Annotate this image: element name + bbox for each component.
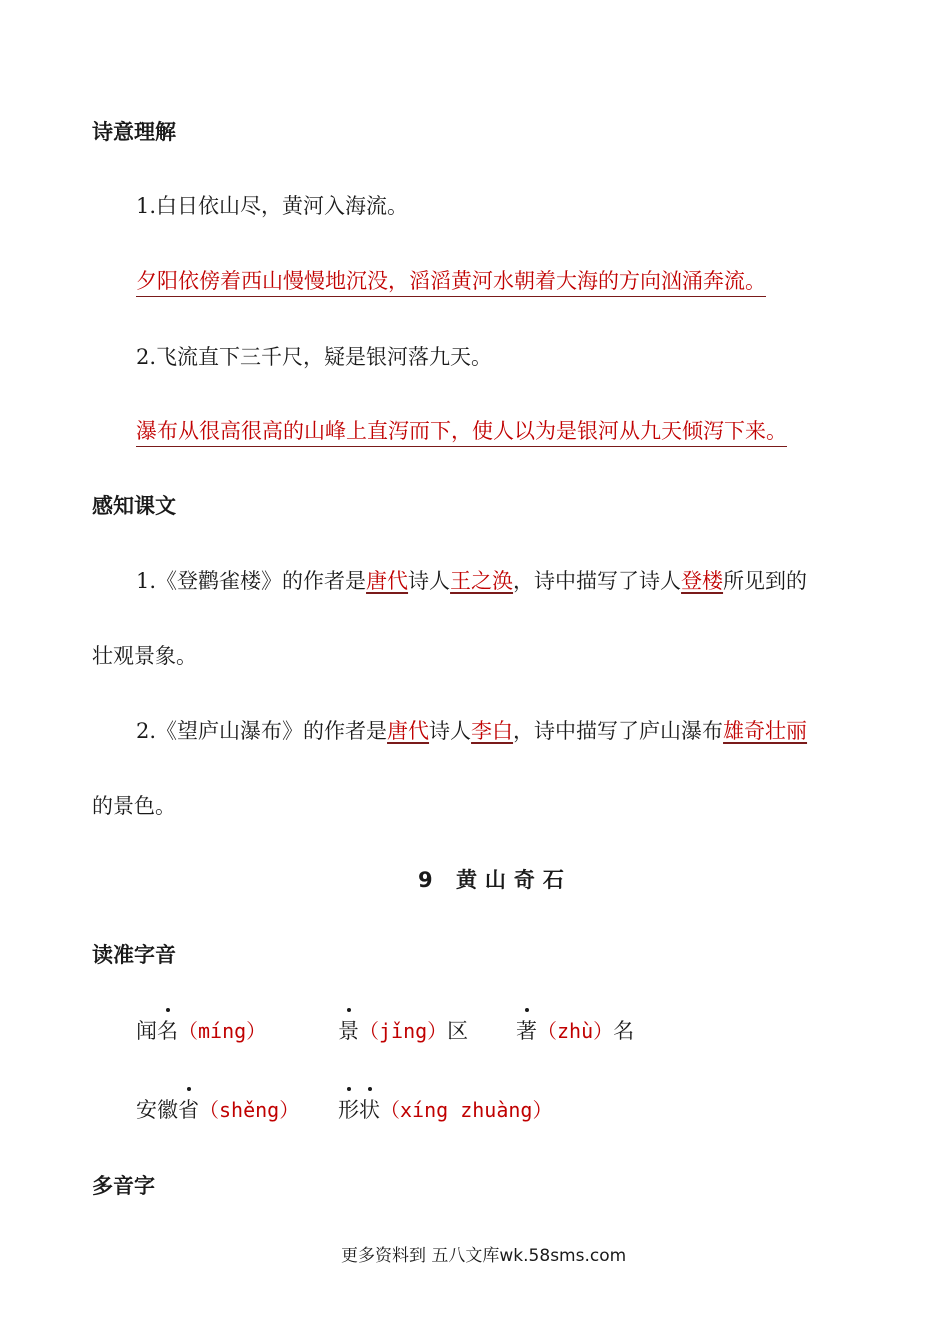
item1-blank-dynasty: 唐代 <box>366 569 409 593</box>
section-heading-pronunciation: 读准字音 <box>92 943 176 967</box>
item1-text-c: ，诗中描写了诗人 <box>513 569 682 593</box>
perceive-item-1-continued: 壮观景象。 <box>92 644 197 668</box>
item2-text-a: 2.《望庐山瀑布》的作者是 <box>136 719 388 743</box>
word4-prefix: 安徽 <box>136 1098 178 1122</box>
section-heading-polyphones: 多音字 <box>92 1174 155 1198</box>
meaning-text-1: 夕阳依傍着西山慢慢地沉没，滔滔黄河水朝着大海的方向汹涌奔流。 <box>136 269 766 297</box>
word5-pinyin: （xíng zhuàng） <box>380 1098 553 1122</box>
meaning-text-2: 瀑布从很高很高的山峰上直泻而下，使人以为是银河从九天倾泻下来。 <box>136 419 787 447</box>
word3-suffix: 名 <box>613 1019 635 1043</box>
footer-text: 更多资料到 五八文库wk.58sms.com <box>341 1246 627 1266</box>
perceive-item-2 <box>136 715 807 745</box>
word2-dotted-char: 景 <box>338 1015 359 1045</box>
word2-suffix: 区 <box>447 1019 469 1043</box>
word4-pinyin: （shěng） <box>199 1098 300 1122</box>
lesson-name: 黄山奇石 <box>455 868 572 892</box>
section-heading-poem-meaning: 诗意理解 <box>92 120 176 144</box>
word5-dotted-char-1: 形 <box>338 1094 359 1124</box>
word5-dotted-char-2: 状 <box>359 1094 380 1124</box>
poem-line-1: 1.白日依山尽，黄河入海流。 <box>136 194 409 218</box>
perceive-item-1 <box>136 565 807 595</box>
word2-pinyin: （jǐng） <box>359 1019 448 1043</box>
word1-prefix: 闻 <box>136 1019 157 1043</box>
pinyin-word-4 <box>136 1094 299 1124</box>
pinyin-word-1 <box>136 1015 266 1045</box>
item2-blank-description: 雄奇壮丽 <box>723 719 808 743</box>
word1-dotted-char: 名 <box>157 1015 178 1045</box>
poem-meaning-2 <box>136 415 787 445</box>
item2-blank-dynasty: 唐代 <box>387 719 430 743</box>
lesson-number: 9 <box>418 868 441 892</box>
perceive-item-2-continued: 的景色。 <box>92 794 176 818</box>
item2-text-b: 诗人 <box>429 719 472 743</box>
poem-line-2: 2.飞流直下三千尺，疑是银河落九天。 <box>136 345 493 369</box>
lesson-title <box>418 864 572 894</box>
pinyin-word-3 <box>516 1015 634 1045</box>
word3-dotted-char: 著 <box>516 1015 537 1045</box>
section-heading-perceive-text: 感知课文 <box>92 494 176 518</box>
pinyin-word-2 <box>338 1015 468 1045</box>
item1-text-d: 所见到的 <box>723 569 808 593</box>
item1-blank-poet: 王之涣 <box>450 569 514 593</box>
item1-text-b: 诗人 <box>408 569 451 593</box>
pinyin-word-5 <box>338 1094 552 1124</box>
item1-blank-action: 登楼 <box>681 569 724 593</box>
poem-meaning-1 <box>136 265 766 295</box>
word3-pinyin: （zhù） <box>537 1019 614 1043</box>
item2-text-c: ，诗中描写了庐山瀑布 <box>513 719 724 743</box>
word1-pinyin: （míng） <box>178 1019 267 1043</box>
word4-dotted-char: 省 <box>178 1094 199 1124</box>
item2-blank-poet: 李白 <box>471 719 514 743</box>
item1-text-a: 1.《登鹳雀楼》的作者是 <box>136 569 367 593</box>
